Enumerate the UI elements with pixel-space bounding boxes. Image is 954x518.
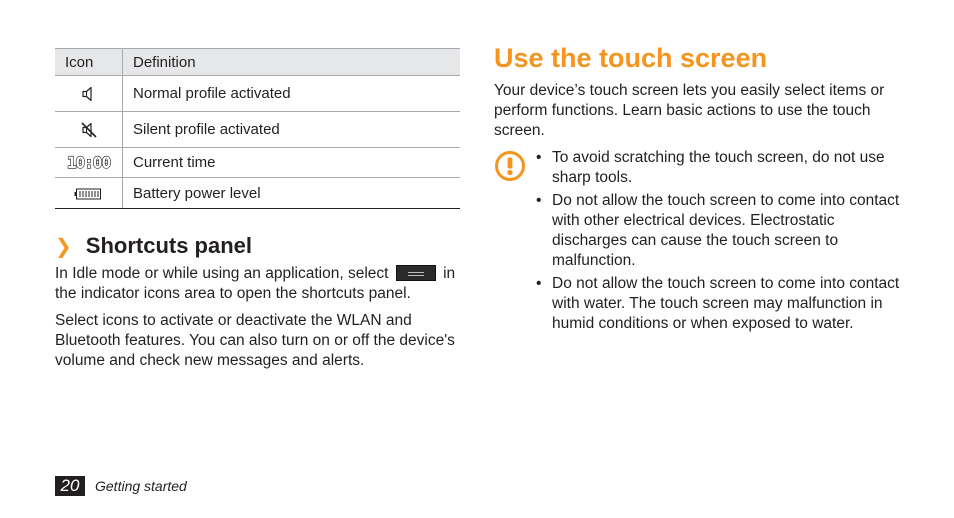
shortcuts-paragraph-2: Select icons to activate or deactivate the WLAN and Bluetooth features. You can also turn on or off the device's volume and check new messages and alerts. [55,312,455,369]
table-header-icon: Icon [55,49,123,76]
clock-digits-icon: 10:00 [66,153,111,172]
table-header-definition: Definition [123,49,461,76]
page-footer [55,476,187,496]
icon-definition-table [55,48,460,209]
speaker-icon [80,85,98,103]
list-item: • To avoid scratching the touch screen, do not use sharp tools. [536,149,885,186]
page-number: 20 [55,476,85,496]
caution-icon [494,150,526,182]
table-row [55,178,460,209]
page-title: Use the touch screen [494,43,768,73]
bullet-icon: • [536,192,542,209]
indicator-bar-icon [396,265,436,281]
table-cell-definition: Normal profile activated [123,76,461,112]
table-cell-definition: Silent profile activated [123,112,461,148]
table-row [55,148,460,178]
chevron-right-icon: ❯ [55,235,72,258]
caution-list [536,148,901,337]
shortcuts-panel-heading [55,233,252,259]
shortcuts-panel-heading-text: Shortcuts panel [85,233,253,258]
battery-icon [74,187,104,201]
list-item: • Do not allow the touch screen to come into contact with water. The touch screen may malfunction in humid conditions or when exposed to water. [536,275,900,332]
list-item: • Do not allow the touch screen to come into contact with other electrical devices. Electrostatic discharges can cause the touch screen to malfunction. [536,192,900,269]
bullet-icon: • [536,149,542,166]
intro-paragraph: Your device’s touch screen lets you easily select items or perform functions. Learn basic actions to use the touch screen. [494,82,885,139]
footer-section-label: Getting started [95,478,187,494]
bullet-icon: • [536,275,542,292]
table-row [55,76,460,112]
speaker-muted-icon [80,121,98,139]
table-header-row [55,49,460,76]
shortcuts-paragraph-1: In Idle mode or while using an application, select in the indicator icons area to open the shortcuts panel. [55,265,456,302]
table-cell-definition: Battery power level [123,178,461,209]
table-row [55,112,460,148]
table-cell-definition: Current time [123,148,461,178]
